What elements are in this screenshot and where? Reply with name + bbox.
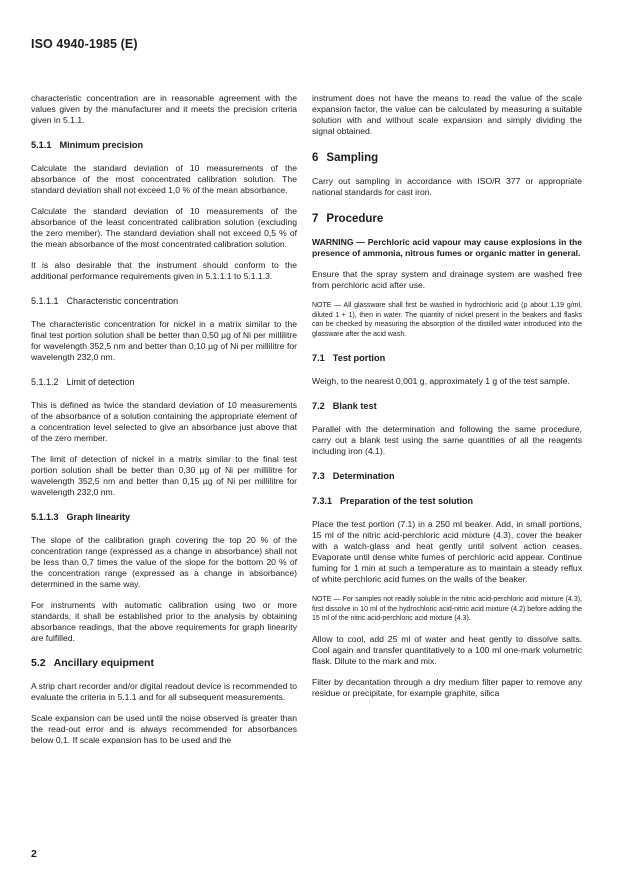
- section-heading-5-1-1-3: [31, 512, 297, 523]
- paragraph: The limit of detection of nickel in a matrix similar to the final test portion solution shall be better than 0,30 µg of Ni per millilitre for wavelength 352,5 nm and better than 0,15 µg of Ni per millilitre for wavelength 232,0 nm.: [31, 454, 297, 497]
- section-title: Determination: [332, 471, 395, 481]
- section-number: 5.2: [31, 657, 46, 669]
- section-heading-5-1-1-2: [31, 377, 297, 388]
- section-title: Preparation of the test solution: [340, 496, 474, 506]
- section-heading-5-1-1-1: [31, 296, 297, 307]
- section-number: 5.1.1.2: [31, 377, 59, 387]
- section-title: Characteristic concentration: [66, 296, 179, 306]
- section-number: 6: [312, 152, 319, 164]
- section-number: 7: [312, 213, 319, 225]
- left-column: [31, 93, 297, 756]
- note: NOTE — For samples not readily soluble in the nitric acid-perchloric acid mixture (4.3), first dissolve in 10 ml of the hydrochloric acid-nitric acid mixture (4.2) before adding the 15 ml of the nitric acid-perchloric acid mixture (4.3).: [312, 596, 582, 622]
- paragraph: For instruments with automatic calibration using two or more standards, it shall be established prior to the analysis by obtaining absorbance readings, that the above requirements for graph linearity are fulfilled.: [31, 600, 297, 643]
- page-number: 2: [31, 848, 37, 860]
- section-heading-5-2: [31, 658, 297, 669]
- paragraph: Calculate the standard deviation of 10 measurements of the absorbance of the least concentrated calibration solution (excluding the zero member). The standard deviation shall not exceed 0,5 % of the mean absorbance of the most concentrated calibration solution.: [31, 206, 297, 249]
- note: NOTE — All glassware shall first be washed in hydrochloric acid (ρ about 1,19 g/ml, diluted 1 + 1), then in water. The quantity of nickel present in the beakers and flasks can be checked by measuring the absorption of the distilled water introduced into the glassware after the acid wash.: [312, 302, 582, 338]
- section-number: 7.3.1: [312, 496, 333, 506]
- paragraph: The slope of the calibration graph covering the top 20 % of the concentration range (expressed as a change in absorbance) shall not be less than 0,7 times the value of the slope for the bottom 20 % of the concentration range (expressed as a change in absorbance) determined in the same way.: [31, 535, 297, 589]
- paragraph: Scale expansion can be used until the noise observed is greater than the read-out error and is always recommended for absorbances below 0,1. If scale expansion has to be used and the: [31, 713, 297, 745]
- section-title: Limit of detection: [66, 377, 135, 387]
- warning-paragraph: [312, 237, 582, 259]
- section-number: 7.1: [312, 353, 325, 363]
- section-title: Blank test: [332, 401, 377, 411]
- paragraph: The characteristic concentration for nickel in a matrix similar to the final test portion solution shall be better than 0,50 µg of Ni per millilitre for wavelength 352,5 nm and better than 0,10 µg of Ni per millilitre for wavelength 232,0 nm.: [31, 319, 297, 362]
- section-number: 5.1.1.3: [31, 512, 59, 522]
- warning-label: WARNING —: [312, 237, 365, 247]
- section-number: 7.2: [312, 401, 325, 411]
- right-column: [312, 93, 582, 709]
- section-title: Graph linearity: [66, 512, 131, 522]
- section-heading-7-3: [312, 471, 582, 482]
- section-heading-7: [312, 214, 582, 225]
- paragraph: Calculate the standard deviation of 10 measurements of the absorbance of the most concentrated calibration solution. The standard deviation shall not exceed 1,0 % of the mean absorbance.: [31, 163, 297, 195]
- paragraph: This is defined as twice the standard deviation of 10 measurements of the absorbance of a solution containing the appropriate element of a concentration level selected to give an absorbance just above that of the zero member.: [31, 400, 297, 443]
- document-header: ISO 4940-1985 (E): [31, 37, 138, 51]
- section-title: Procedure: [326, 213, 384, 225]
- section-heading-7-1: [312, 353, 582, 364]
- section-heading-6: [312, 153, 582, 164]
- paragraph: instrument does not have the means to read the value of the scale expansion factor, the value can be calculated by measuring a suitable solution with and without scale expansion and simply dividing the signal obtained.: [312, 93, 582, 136]
- paragraph: characteristic concentration are in reasonable agreement with the values given by the manufacturer and it meets the precision criteria given in 5.1.1.: [31, 93, 297, 125]
- paragraph: Parallel with the determination and following the same procedure, carry out a blank test using the same quantities of all the reagents including iron (4.1).: [312, 424, 582, 456]
- paragraph: Filter by decantation through a dry medium filter paper to remove any residue or precipitate, for example graphite, silica: [312, 676, 582, 698]
- warning-text: Perchloric acid vapour may cause explosions in the presence of ammonia, nitrous fumes or organic matter in general.: [312, 237, 582, 258]
- section-title: Sampling: [326, 152, 379, 164]
- section-heading-7-3-1: [312, 496, 582, 507]
- paragraph: Allow to cool, add 25 ml of water and heat gently to dissolve salts. Cool again and transfer quantitatively to a 100 ml one-mark volumetric flask. Dilute to the mark and mix.: [312, 633, 582, 666]
- paragraph: Place the test portion (7.1) in a 250 ml beaker. Add, in small portions, 15 ml of the nitric acid-perchloric acid mixture (4.3), cover the beaker with a watch-glass and heat gently until solvent action ceases. Evaporate until dense white fumes of perchloric acid appear. Continue fuming for 1 min at such a temperature as to maintain a steady reflux of white perchloric acid fumes on the walls of the beaker.: [312, 519, 582, 584]
- section-number: 5.1.1.1: [31, 296, 59, 306]
- section-title: Ancillary equipment: [53, 657, 154, 669]
- section-number: 7.3: [312, 471, 325, 481]
- paragraph: It is also desirable that the instrument should conform to the additional performance requirements given in 5.1.1.1 to 5.1.1.3.: [31, 260, 297, 281]
- paragraph: A strip chart recorder and/or digital readout device is recommended to evaluate the criteria in 5.1.1 and for all subsequent measurements.: [31, 681, 297, 702]
- section-heading-7-2: [312, 401, 582, 412]
- paragraph: Ensure that the spray system and drainage system are washed free from perchloric acid after use.: [312, 269, 582, 290]
- section-title: Test portion: [332, 353, 386, 363]
- paragraph: Carry out sampling in accordance with ISO/R 377 or appropriate national standards for cast iron.: [312, 176, 582, 197]
- paragraph: Weigh, to the nearest 0,001 g, approximately 1 g of the test sample.: [312, 376, 570, 386]
- section-number: 5.1.1: [31, 140, 52, 150]
- section-heading-5-1-1: [31, 140, 297, 151]
- section-title: Minimum precision: [59, 140, 144, 150]
